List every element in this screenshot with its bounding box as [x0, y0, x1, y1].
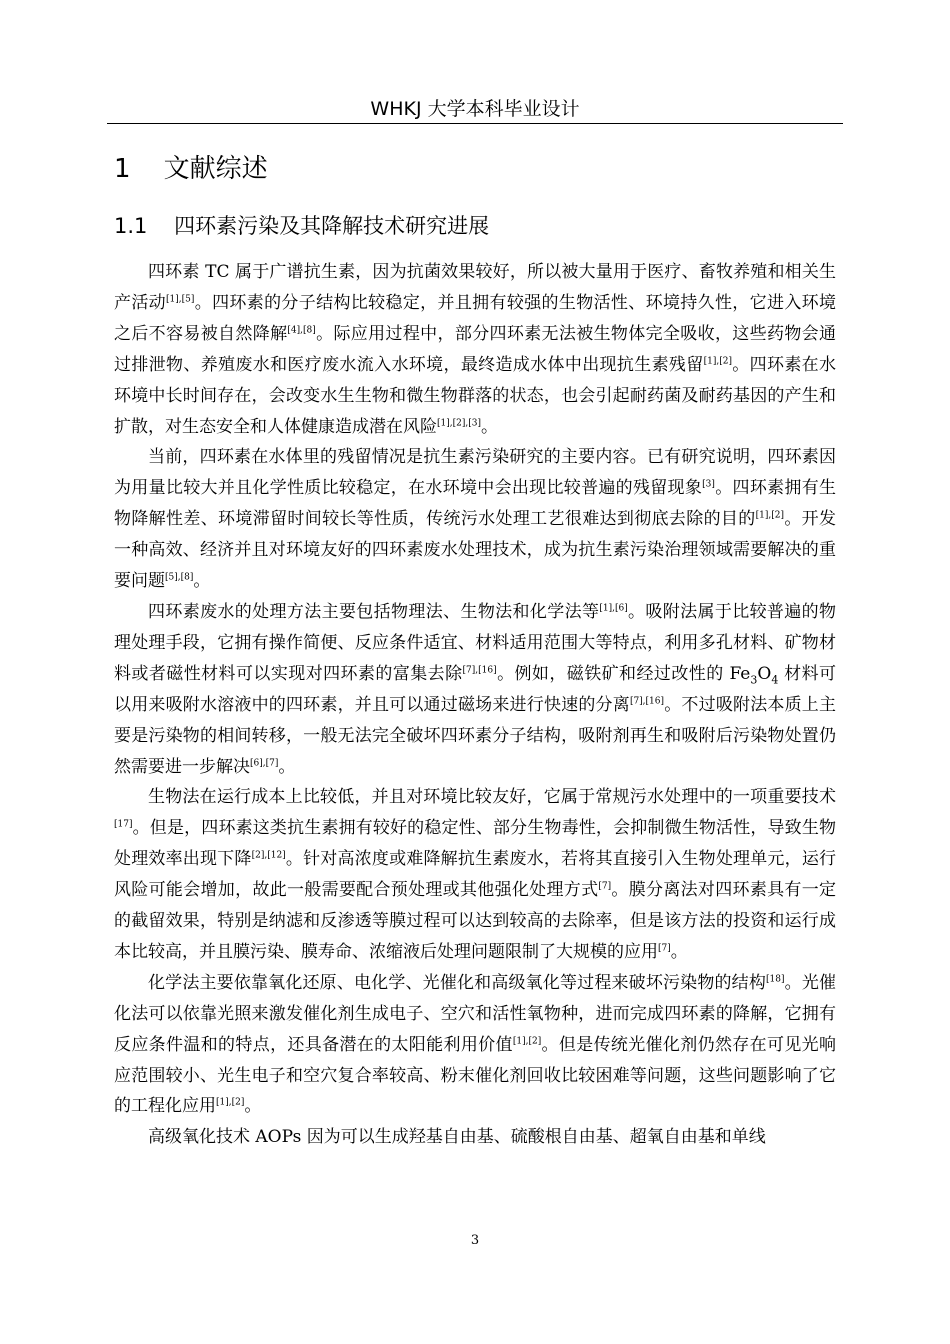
paragraph-text: 。但是传统光催化剂仍然存在可见光响应范围较小、光生电子和空穴复合率较高、粉末催化剂回收比较困难等问题，这些问题影响了它的工程化应用 [114, 1034, 836, 1117]
paragraph-text: 。 [193, 571, 211, 592]
citation-superscript: [3] [702, 479, 715, 490]
citation-superscript: [1],[2] [216, 1097, 245, 1108]
paragraph-text: 当前，四环素在水体里的残留情况是抗生素污染研究的主要内容。已有研究说明，四环素因为用量比较大并且化学性质比较稳定，在水环境中会出现比较普遍的残留现象 [114, 447, 836, 499]
page-header-title: WHKJ 大学本科毕业设计 [370, 98, 580, 120]
citation-superscript: [2],[12] [251, 850, 286, 861]
citation-superscript: [17] [114, 819, 133, 830]
chapter-heading: 1 文献综述 [114, 154, 268, 184]
paragraph-text: 。但是，四环素这类抗生素拥有较好的稳定性、部分生物毒性，会抑制微生物活性，导致生物处理效率出现下降 [114, 818, 836, 870]
paragraph-text: 。膜分离法对四环素具有一定的截留效果，特别是纳滤和反渗透等膜过程可以达到较高的去除率，但是该方法的投资和运行成本比较高，并且膜污染、膜寿命、浓缩液后处理问题限制了大规模的应用 [114, 880, 837, 962]
paragraph-text: 。吸附法属于比较普遍的物理处理手段，它拥有操作简便、反应条件适宜、材料适用范围大等特点，利用多孔材料、矿物材料或者磁性材料可以实现对四环素的富集去除 [114, 601, 837, 684]
header-rule [107, 123, 843, 124]
citation-superscript: [1],[2] [512, 1036, 542, 1046]
citation-superscript: [1],[6] [599, 603, 628, 614]
paragraph-text: 。 [244, 1096, 262, 1117]
page-number: 3 [470, 1233, 480, 1248]
citation-superscript: [4],[8] [287, 325, 316, 336]
citation-superscript: [1],[2] [703, 356, 732, 367]
citation-superscript: [7],[16] [462, 665, 497, 676]
chemical-subscript: 3 [750, 673, 758, 687]
paragraph-text: 化学法主要依靠氧化还原、电化学、光催化和高级氧化等过程来破坏污染物的结构 [148, 972, 767, 993]
citation-superscript: [1],[2],[3] [437, 417, 481, 428]
paragraph-text: 。光催化法可以依靠光照来激发催化剂生成电子、空穴和活性氧物种，进而完成四环素的降解，它拥有反应条件温和的特点，还具备潜在的太阳能利用价值 [114, 972, 837, 1055]
section-heading: 1.1 四环素污染及其降解技术研究进展 [114, 214, 490, 238]
body-paragraph [114, 597, 836, 782]
citation-superscript: [18] [766, 974, 785, 985]
body-paragraph [114, 968, 836, 1123]
citation-superscript: [7] [658, 943, 671, 954]
paragraph-text: 。四环素的分子结构比较稳定，并且拥有较强的生物活性、环境持久性，它进入环境之后不容易被自然降解 [114, 292, 837, 344]
paragraph-text: 。 [670, 941, 688, 962]
citation-superscript: [5],[8] [165, 572, 194, 583]
paragraph-text: 四环素 TC 属于广谱抗生素，因为抗菌效果较好，所以被大量用于医疗、畜牧养殖和相关生产活动 [114, 262, 836, 313]
citation-superscript: [7],[16] [629, 696, 665, 707]
paragraph-text: 生物法在运行成本上比较低，并且对环境比较友好，它属于常规污水处理中的一项重要技术 [148, 787, 836, 808]
paragraph-text: 。四环素在水环境中长时间存在，会改变水生生物和微生物群落的状态，也会引起耐药菌及耐药基因的产生和扩散，对生态安全和人体健康造成潜在风险 [114, 354, 836, 437]
paragraph-text: 。针对高浓度或难降解抗生素废水，若将其直接引入生物处理单元，运行风险可能会增加，故此一般需要配合预处理或其他强化处理方式 [114, 849, 837, 901]
citation-superscript: [1],[2] [755, 510, 784, 521]
paragraph-text: 高级氧化技术 AOPs 因为可以生成羟基自由基、硫酸根自由基、超氧自由基和单线 [148, 1127, 766, 1148]
paragraph-text: 。不过吸附法本质上主要是污染物的相间转移，一般无法完全破坏四环素分子结构，吸附剂再生和吸附后污染物处置仍然需要进一步解决 [114, 694, 837, 777]
body-paragraph [114, 782, 836, 967]
body-text [114, 257, 836, 1153]
paragraph-text: 。 [278, 756, 296, 777]
citation-superscript: [6],[7] [250, 757, 279, 768]
body-paragraph [114, 257, 836, 442]
paragraph-text: 。例如，磁铁矿和经过改性的 Fe [496, 663, 751, 684]
citation-superscript: [7] [598, 881, 612, 892]
paragraph-text: 四环素废水的处理方法主要包括物理法、生物法和化学法等 [148, 601, 600, 622]
paragraph-text: O [757, 663, 772, 684]
chemical-subscript: 4 [771, 673, 779, 687]
paragraph-text: 材料可以用来吸附水溶液中的四环素，并且可以通过磁场来进行快速的分离 [114, 663, 836, 715]
paragraph-text: 。四环素拥有生物降解性差、环境滞留时间较长等性质，传统污水处理工艺很难达到彻底去除的目的 [114, 478, 837, 530]
paragraph-text: 。际应用过程中，部分四环素无法被生物体完全吸收，这些药物会通过排泄物、养殖废水和医疗废水流入水环境，最终造成水体中出现抗生素残留 [114, 323, 837, 375]
citation-superscript: [1],[5] [166, 294, 195, 305]
paragraph-text: 。开发一种高效、经济并且对环境友好的四环素废水处理技术，成为抗生素污染治理领域需要解决的重要问题 [114, 509, 837, 592]
body-paragraph [114, 1122, 836, 1153]
paragraph-text: 。 [480, 416, 498, 437]
body-paragraph [114, 442, 836, 597]
